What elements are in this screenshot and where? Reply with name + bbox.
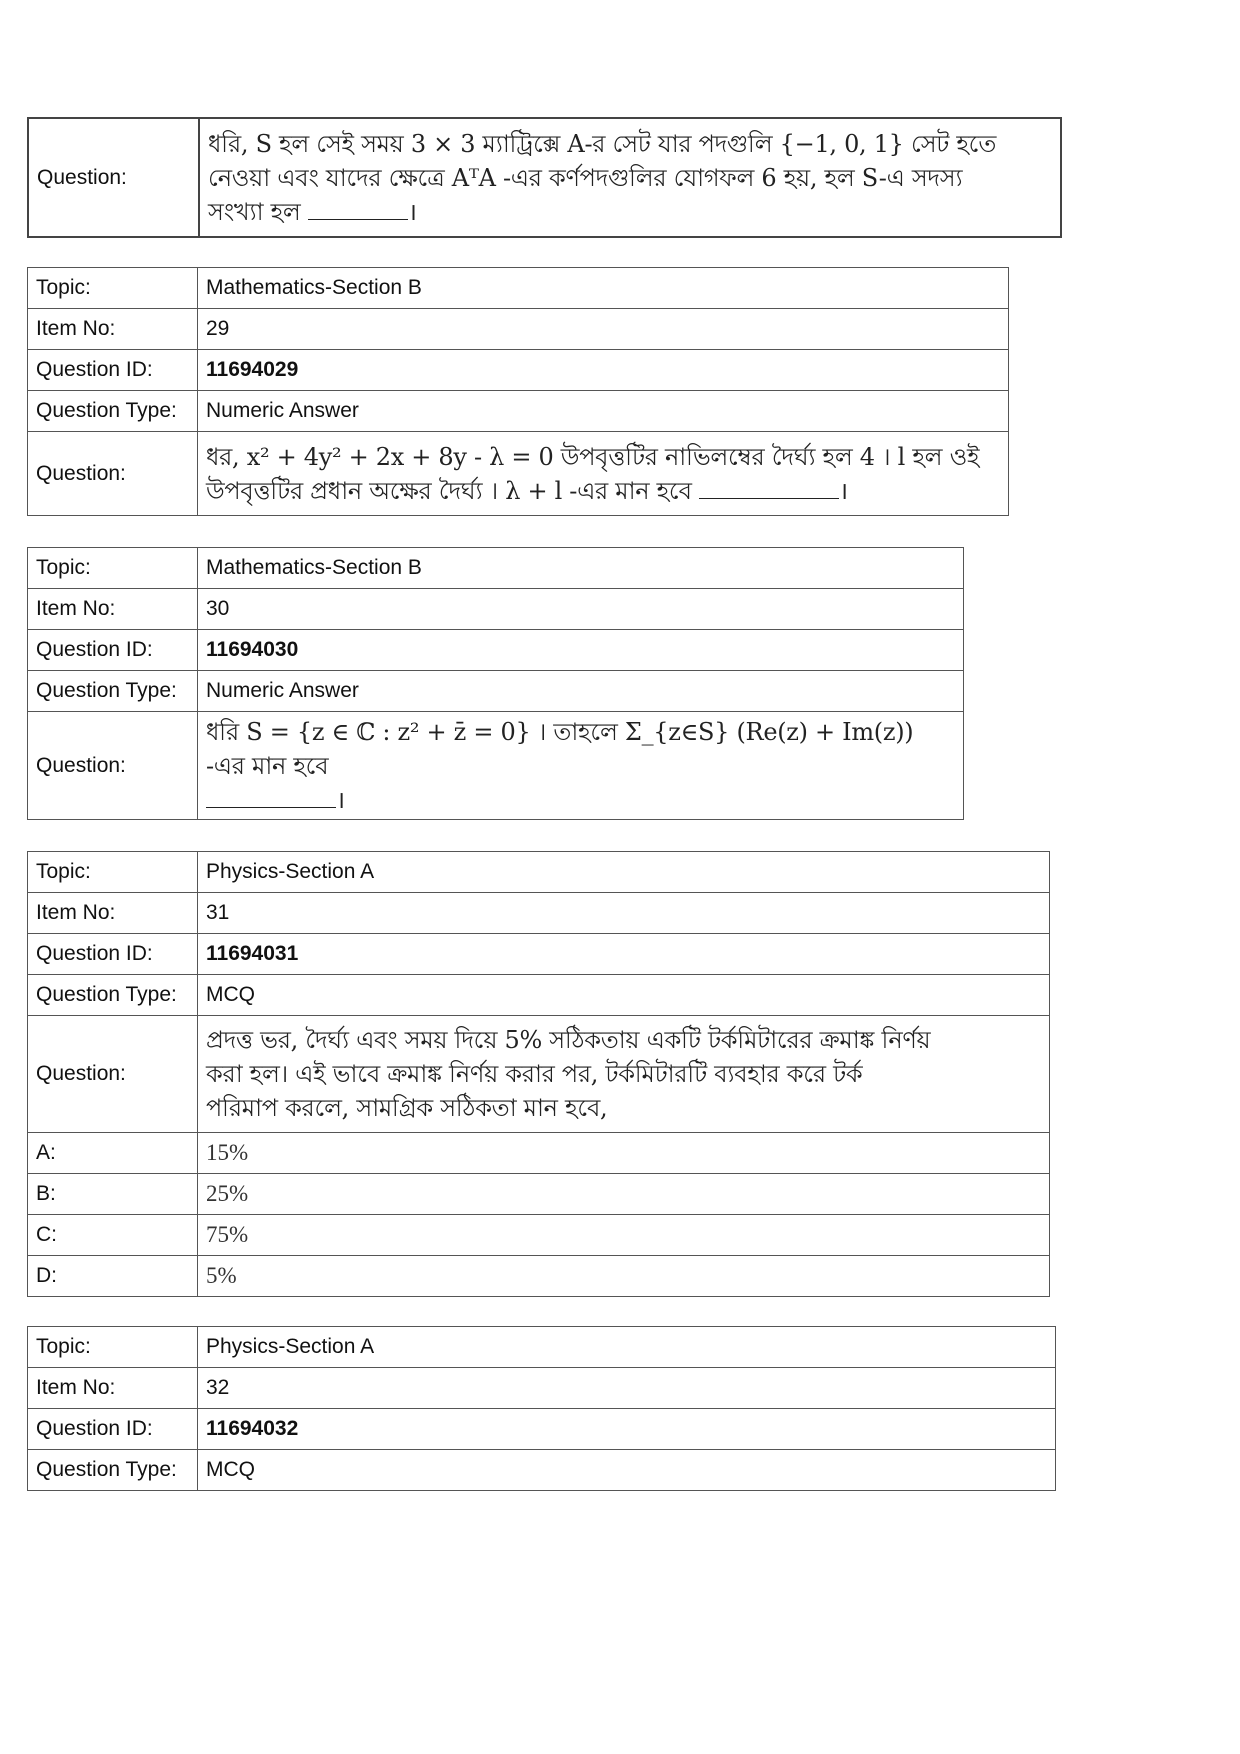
option-c-label: C: (28, 1215, 198, 1256)
option-c-row (28, 1215, 1050, 1256)
question-type-row (28, 391, 1009, 432)
question-line-2-text: উপবৃত্তটির প্রধান অক্ষের দৈর্ঘ্য । λ + l -এর মান হবে (206, 476, 692, 505)
question-type-label: Question Type: (28, 975, 198, 1016)
topic-value: Mathematics-Section B (198, 268, 1009, 309)
option-d-row (28, 1256, 1050, 1297)
topic-value: Mathematics-Section B (198, 548, 964, 589)
item-no-row (28, 1368, 1056, 1409)
question-row (28, 1016, 1050, 1133)
item-no-label: Item No: (28, 309, 198, 350)
question-line-3-text: সংখ্যা হল (208, 197, 301, 226)
topic-label: Topic: (28, 548, 198, 589)
topic-label: Topic: (28, 268, 198, 309)
question-line-1: প্রদত্ত ভর, দৈর্ঘ্য এবং সময় দিয়ে 5% সঠিকতায় একটি টর্কমিটারের ক্রমাঙ্ক নির্ণয় (206, 1026, 931, 1054)
question-text (198, 432, 1009, 516)
question-28-table (27, 117, 1062, 238)
question-id-label: Question ID: (28, 630, 198, 671)
question-type-value: MCQ (198, 975, 1050, 1016)
question-line-3: পরিমাপ করলে, সামগ্রিক সঠিকতা মান হবে, (206, 1094, 608, 1122)
question-id-row (28, 630, 964, 671)
question-line-2: করা হল। এই ভাবে ক্রমাঙ্ক নির্ণয় করার পর, টর্কমিটারটি ব্যবহার করে টর্ক (206, 1060, 863, 1088)
item-no-row (28, 589, 964, 630)
question-text (199, 118, 1061, 237)
question-31-table (27, 851, 1050, 1297)
question-row (28, 432, 1009, 516)
topic-value: Physics-Section A (198, 1327, 1056, 1368)
question-label: Question: (28, 1016, 198, 1133)
answer-blank (206, 785, 336, 808)
question-id-label: Question ID: (28, 1409, 198, 1450)
question-30-table (27, 547, 964, 820)
option-d-label: D: (28, 1256, 198, 1297)
question-type-row (28, 975, 1050, 1016)
option-a-label: A: (28, 1133, 198, 1174)
item-no-value: 31 (198, 893, 1050, 934)
question-id-row (28, 350, 1009, 391)
question-line-2 (206, 474, 1000, 508)
question-end: । (407, 197, 417, 226)
item-no-row (28, 309, 1009, 350)
question-type-value: MCQ (198, 1450, 1056, 1491)
question-line-1: ধর, x² + 4y² + 2x + 8y - λ = 0 উপবৃত্তটির নাভিলম্বের দৈর্ঘ্য হল 4 । l হল ওই (206, 442, 980, 471)
question-row (28, 712, 964, 820)
question-type-row (28, 1450, 1056, 1491)
option-b-row (28, 1174, 1050, 1215)
question-label: Question: (28, 118, 199, 237)
answer-blank (308, 197, 408, 220)
question-row (28, 118, 1061, 237)
question-type-label: Question Type: (28, 1450, 198, 1491)
question-end: । (336, 785, 345, 814)
question-type-label: Question Type: (28, 671, 198, 712)
item-no-label: Item No: (28, 893, 198, 934)
item-no-value: 30 (198, 589, 964, 630)
topic-row (28, 1327, 1056, 1368)
item-no-label: Item No: (28, 589, 198, 630)
question-line-1: ধরি, S হল সেই সময় 3 × 3 ম্যাট্রিক্সে A-র সেট যার পদগুলি {−1, 0, 1} সেট হতে (208, 129, 997, 158)
option-b-label: B: (28, 1174, 198, 1215)
option-a-row (28, 1133, 1050, 1174)
question-label: Question: (28, 712, 198, 820)
question-line-1: ধরি S = {z ∈ ℂ : z² + z̄ = 0} । তাহলে Σ_{z∈S} (Re(z) + Im(z)) -এর মান হবে (206, 717, 914, 780)
question-id-value: 11694032 (198, 1409, 1056, 1450)
option-a-value: 15% (198, 1133, 1050, 1174)
question-line-2 (206, 783, 955, 817)
item-no-value: 29 (198, 309, 1009, 350)
question-id-value: 11694031 (198, 934, 1050, 975)
topic-row (28, 852, 1050, 893)
option-d-value: 5% (198, 1256, 1050, 1297)
question-end: । (838, 476, 848, 505)
option-c-value: 75% (198, 1215, 1050, 1256)
question-label: Question: (28, 432, 198, 516)
answer-blank (699, 476, 839, 499)
question-type-row (28, 671, 964, 712)
question-line-3 (208, 195, 1052, 229)
question-32-table (27, 1326, 1056, 1491)
option-b-value: 25% (198, 1174, 1050, 1215)
item-no-label: Item No: (28, 1368, 198, 1409)
topic-row (28, 268, 1009, 309)
question-29-table (27, 267, 1009, 516)
question-type-value: Numeric Answer (198, 391, 1009, 432)
question-id-value: 11694030 (198, 630, 964, 671)
item-no-value: 32 (198, 1368, 1056, 1409)
item-no-row (28, 893, 1050, 934)
question-text (198, 712, 964, 820)
topic-value: Physics-Section A (198, 852, 1050, 893)
topic-label: Topic: (28, 852, 198, 893)
question-id-value: 11694029 (198, 350, 1009, 391)
question-line-2: নেওয়া এবং যাদের ক্ষেত্রে AᵀA -এর কর্ণপদগুলির যোগফল 6 হয়, হল S-এ সদস্য (208, 163, 963, 192)
question-id-row (28, 1409, 1056, 1450)
question-id-row (28, 934, 1050, 975)
topic-row (28, 548, 964, 589)
question-text (198, 1016, 1050, 1133)
question-id-label: Question ID: (28, 350, 198, 391)
question-id-label: Question ID: (28, 934, 198, 975)
question-type-label: Question Type: (28, 391, 198, 432)
topic-label: Topic: (28, 1327, 198, 1368)
question-type-value: Numeric Answer (198, 671, 964, 712)
